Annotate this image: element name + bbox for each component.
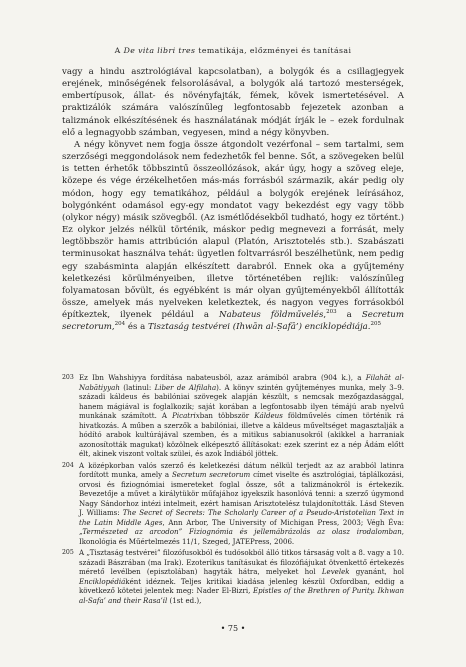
footnote-italic: Filahāt al-Nabātiyyah (79, 373, 404, 392)
footnote-ref-205[interactable]: 205 (370, 321, 381, 328)
paragraph-2-text-a: A négy könyvet nem fogja össze átgondolt vezérfonal – sem tartalmi, sem szerzőségi meggondolások nem fedezhetők fel benne. Sőt, a szövegeken belül is tetten érhetők többszintű összeollózások, akár úgy, hogy a szöveg eleje, közepe és vége érzékelhetően más-más forrásból származik, akár pedig oly módon, hogy egy tematikához, például a bolygók erejének leírásához, bolygónként odamásol egy-egy mondatot vagy bekezdést egy vagy több (olykor négy) másik szövegből. (Az ismétlődésekből tudható, hogy ez történt.) Ez olykor jelzés nélkül történik, máskor pedig megnevezi a forrását, mely legtöbbször hamis attribúción alapul (Platón, Arisztotelés stb.). Szabászati terminusokat használva tehát: ügyetlen foltvarrásról beszélhetünk, nem pedig egy szabásminta alapján elkészített darabról. Ennek oka a gyűjtemény keletkezési körülményeiben, illetve történetében rejlik: valószínűleg folyamatosan bővült, és egyébként is már olyan gyűjteményekből állították össze, amelyek más nyelveken keletkeztek, és nagyon vegyes forrásokból építkeztek, ilyenek például a (62, 139, 404, 321)
page-number: • 75 • (220, 624, 246, 633)
footnote-number: 204 (62, 461, 74, 469)
footnote-italic: Picatrix (172, 411, 200, 420)
footnote-text: ban többször (199, 411, 255, 420)
paragraph-1: vagy a hindu asztrológiával kapcsolatban), a bolygók és a csillagjegyek erejének, minőségének felsorolásával, a bolygók alá tartozó mesterségek, embertípusok, állat- és növényfajták, fémek, kövek ismertetésével. A praktizálók számára valószínűleg legfontosabb fejezetek azonban a talizmánok elkészítésének és használatának módját írják le – ezek fordulnak elő a legnagyobb számban, vegyesen, mind a négy könyvben. (62, 67, 404, 138)
footnote-ref-203[interactable]: 203 (326, 309, 337, 316)
footnote-italic: Levelek (321, 567, 350, 576)
footnote-number: 205 (62, 549, 74, 556)
footnote-italic: The Secret of Secrets: The Scholarly Career of a Pseudo-Aristotelian Text in the Latin Middle Ages (79, 508, 404, 527)
footnote-text: ként idéznek. Teljes kritikai kiadása jelenleg készül Oxfordban, eddig a következő kötetei jelentek meg: Nader El-Bizri, (79, 576, 404, 595)
footnote-text: földművelés címen történik rá hivatkozás. A műben a szerzők a babilóniai, illetve a káldeus műveltséget magasztalják a hódító arabok kultúrájával szemben, és a mitikus sabianusokról (akikkel a harraniak azonosították magukat) közölnek elképesztő állításokat: ezek szerint ez a nép Ádám előtt élt, akinek viszont voltak szülei, és azok Indiából jöttek. (79, 411, 404, 458)
footnote-ref-204[interactable]: 204 (114, 321, 126, 328)
footnote-italic: Secretum secretorum (171, 470, 251, 479)
footnote-text: gyanánt, hol (349, 567, 404, 576)
header-title-italic: De vita libri tres (123, 46, 196, 55)
footnote-205 (62, 548, 404, 605)
header-rest: tematikája, előzményei és tanításai (195, 46, 352, 55)
paragraph-2-italic-1: Nabateus földművelés (219, 310, 324, 321)
footnote-italic: Káldeus (254, 411, 283, 420)
footnote-204 (62, 461, 404, 547)
footnote-text: A középkorban valós szerző és keletkezési dátum nélkül terjedt az az arabból latinra fordított munka, amely a (79, 460, 404, 479)
footnote-italic: „Természeted az arcodon” Fiziognómia és jellemábrázolás az olasz irodalomban (79, 527, 402, 536)
footnote-italic: Enciklopédiá (79, 576, 126, 586)
paragraph-2-italic-2: Secretum secretorum (62, 310, 404, 333)
footnote-italic: Liber de Alfilaha (154, 382, 217, 392)
footnote-italic: Epistles of the Brethren of Purity. Ikhwan al-Safa’ and their Rasa’il (79, 586, 404, 605)
paragraph-2-text-c: és a (125, 322, 148, 333)
footnote-203 (62, 373, 404, 459)
running-header (62, 46, 404, 55)
paragraph-2-italic-3: Tisztaság testvérei (Ihwān al-Ṣafā’) enciklopédiája (147, 322, 368, 333)
footnote-text: ). A könyv szintén gyűjteményes munka, mely 3–9. századi káldeus és babilóniai szövegek alapján készült, s nemcsak mezőgazdasággal, hanem mágiával is foglalkozik; saját korában a legfontosabb ilyen témájú arab nyelvű munkának számított. A (79, 382, 404, 420)
paragraph-2-text-b: a (336, 310, 362, 321)
footnote-number: 203 (62, 374, 74, 381)
paragraph-2: A négy könyvet nem fogja össze átgondolt vezérfonal – sem tartalmi, sem szerzőségi meggondolások nem fedezhetők fel benne. Sőt, a szövegeken belül is tetten érhetők többszintű összeollózások, akár úgy, hogy a szöveg eleje, közepe és vége érzékelhetően más-más forrásból származik, akár pedig oly módon, hogy egy tematikához, például a bolygók erejének leírásához, bolygónként odamásol egy-egy mondatot vagy bekezdést egy vagy több (olykor négy) másik szövegből. (Az ismétlődésekből tudható, hogy ez történt.) Ez olykor jelzés nélkül történik, máskor pedig megnevezi a forrását, mely legtöbbször hamis attribúción alapul (Platón, Arisztotelés stb.). Szabászati terminusokat használva tehát: ügyetlen foltvarrásról beszélhetünk, nem pedig egy szabásminta alapján elkészített darabról. Ennek oka a gyűjtemény keletkezési körülményeiben, illetve történetében rejlik: valószínűleg folyamatosan bővült, és egyébként is már olyan gyűjteményekből állították össze, amelyek más nyelveken keletkeztek, és nagyon vegyes forrásokból építkeztek, ilyenek például a Nabateus földművelés,$^{203}$ a Secretum secretorum,$^{204}$ és a Tisztaság testvérei (Ihwān al-Ṣafā’) enciklopédiája.$^{205}$ (62, 139, 404, 333)
footnote-text: címet viselte és asztrológiai, táplálkozási, orvosi és fiziognómiai ismereteket foglal össze, sőt a talizmánokról is értekezik. Bevezetője a művet a királytükör műfajához igyekszik hasonlóvá tenni: a szerző úgymond Nagy Sándorhoz intézi intelmeit, ezért hamisan Arisztotelész tulajdonították. Lásd Steven J. Williams: (79, 470, 404, 517)
footnote-text: , Ann Arbor, The University of Michigan Press, 2003; Végh Éva: (162, 517, 404, 527)
footnote-text: (latinul: (119, 382, 155, 392)
footnote-text: A „Tisztaság testvérei” filozófusokból és tudósokból álló titkos társaság volt a 8. vagy a 10. századi Bászrában (ma Irak). Ezoterikus tanításukat és filozófiájukat ötvenkettő értekezés mérető levélben (episztolában) hagyták hátra, melyeket hol (79, 548, 404, 576)
footnote-text: Ez Ibn Wahshiyya fordítása nabateusból, azaz arámiból arabra (904 k.), a (79, 373, 366, 382)
main-text (62, 66, 404, 333)
footnote-text: , Ikonológia és Műértelmezés 11/1, Szeged, JATEPress, 2006. (79, 527, 404, 546)
footnote-text: (1st ed.), (167, 595, 202, 605)
header-prefix: A (114, 46, 124, 55)
footnotes (62, 373, 404, 607)
